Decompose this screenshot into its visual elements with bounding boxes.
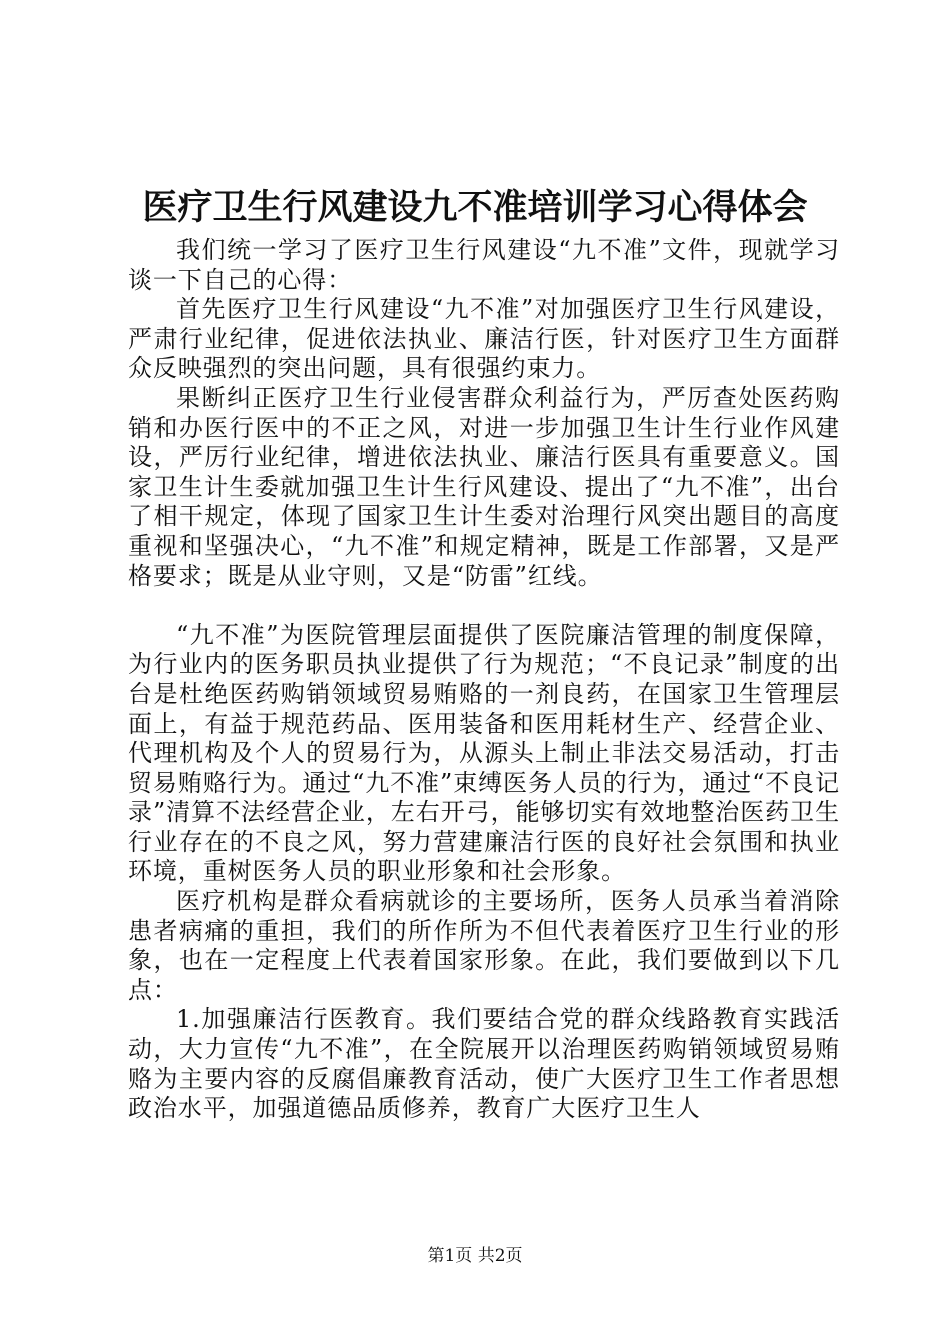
page-footer: 第1页 共2页	[427, 1246, 523, 1266]
paragraph-nine-rules: “九不准”为医院管理层面提供了医院廉洁管理的制度保障，为行业内的医务职员执业提供了行为规范；“不良记录”制度的出台是杜绝医药购销领域贸易贿赂的一剂良药，在国家卫生管理层面上，有益于规范药品、医用装备和医用耗材生产、经营企业、代理机构及个人的贸易行为，从源头上制止非法交易活动，打击贸易贿赂行为。通过“九不准”束缚医务人员的行为，通过“不良记录”清算不法经营企业，左右开弓，能够切实有效地整治医药卫生行业存在的不良之风，努力营建廉洁行医的良好社会氛围和执业环境，重树医务人员的职业形象和社会形象。	[128, 620, 840, 886]
paragraph-intro: 我们统一学习了医疗卫生行风建设“九不准”文件，现就学习谈一下自己的心得：	[128, 236, 840, 294]
page-title: 医疗卫生行风建设九不准培训学习心得体会	[142, 187, 808, 228]
paragraph-point-1: 1.加强廉洁行医教育。我们要结合党的群众线路教育实践活动，大力宣传“九不准”，在全院展开以治理医药购销领域贸易贿赂为主要内容的反腐倡廉教育活动，使广大医疗卫生工作者思想政治水平，加强道德品质修养，教育广大医疗卫生人	[128, 1005, 840, 1123]
paragraph-first: 首先医疗卫生行风建设“九不准”对加强医疗卫生行风建设，严肃行业纪律，促进依法执业、廉洁行医，针对医疗卫生方面群众反映强烈的突出问题，具有很强约束力。	[128, 295, 840, 383]
document-body	[128, 236, 840, 1124]
paragraph-institutions: 医疗机构是群众看病就诊的主要场所，医务人员承当着消除患者病痛的重担，我们的所作所为不但代表着医疗卫生行业的形象，也在一定程度上代表着国家形象。在此，我们要做到以下几点：	[128, 887, 840, 1004]
paragraph-spacer	[128, 591, 840, 621]
paragraph-correction: 果断纠正医疗卫生行业侵害群众利益行为，严厉查处医药购销和办医行医中的不正之风，对进一步加强卫生计生行业作风建设，严厉行业纪律，增进依法执业、廉洁行医具有重要意义。国家卫生计生委就加强卫生计生行风建设、提出了“九不准”，出台了相干规定，体现了国家卫生计生委对治理行风突出题目的高度重视和坚强决心，“九不准”和规定精神，既是工作部署，又是严格要求；既是从业守则，又是“防雷”红线。	[128, 383, 840, 590]
